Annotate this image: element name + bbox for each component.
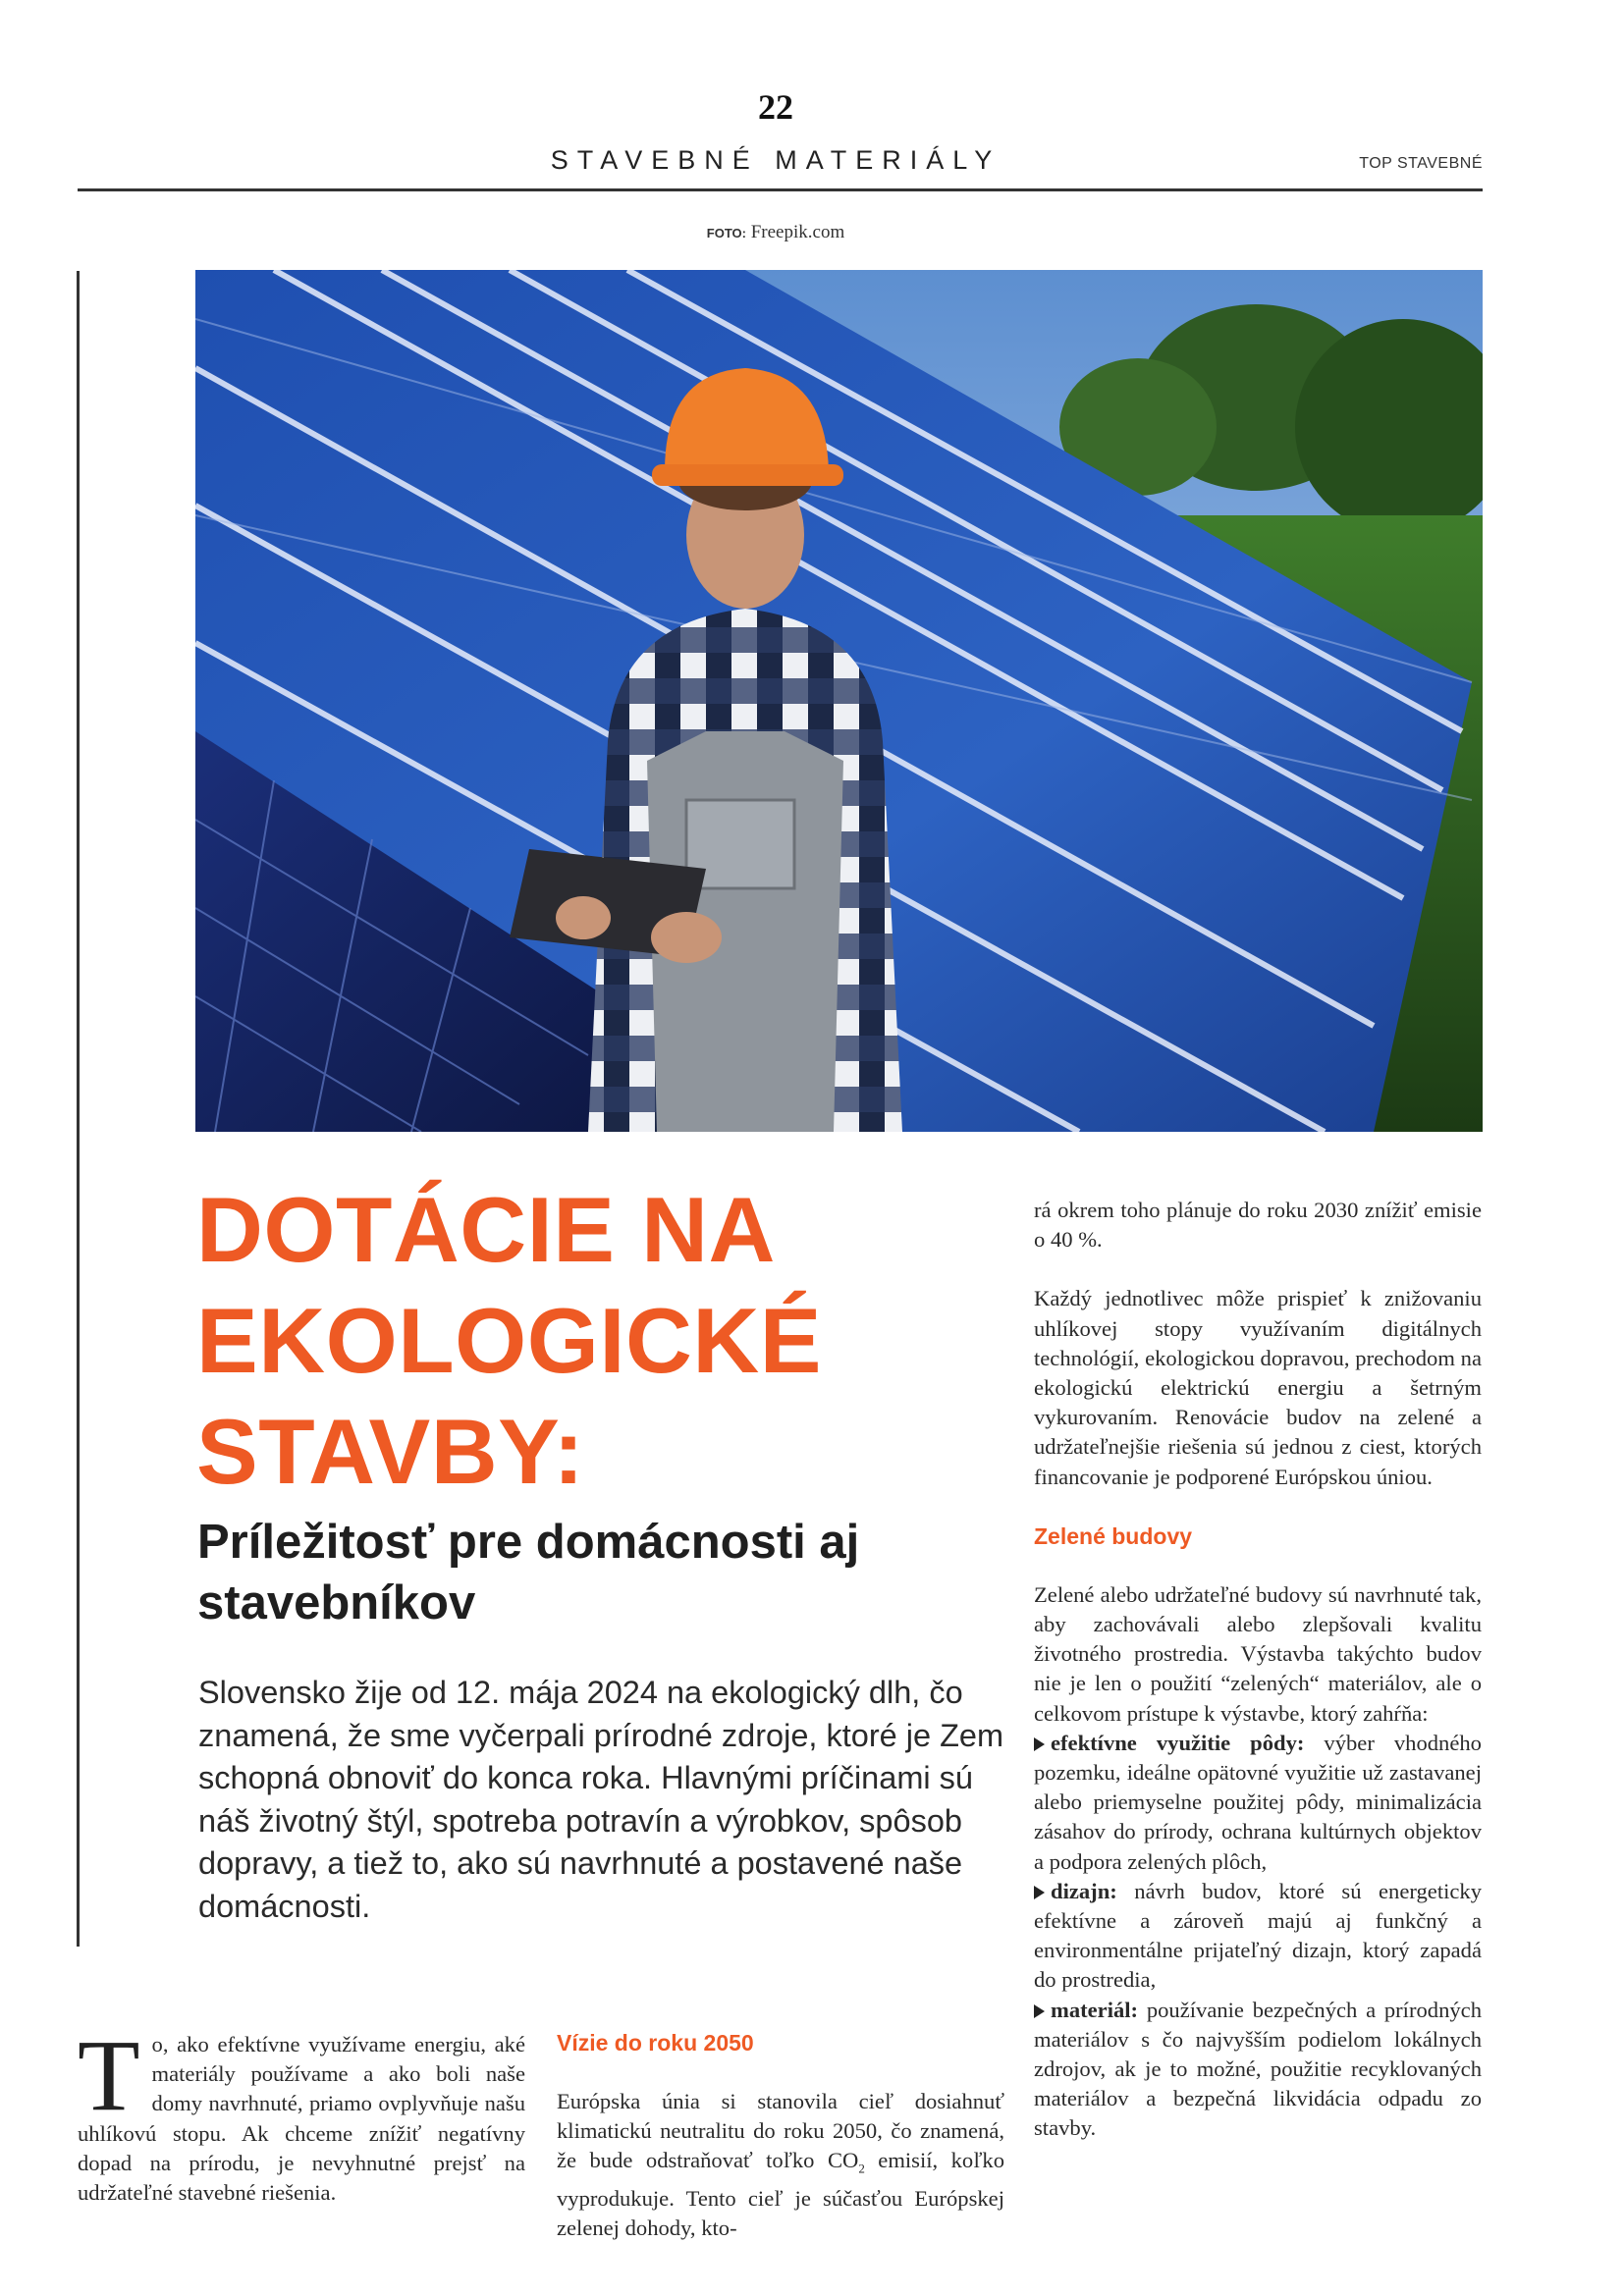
solar-worker-illustration — [195, 270, 1483, 1132]
title-line: DOTÁCIE NA — [196, 1178, 776, 1281]
section-tag: TOP STAVEBNÉ — [1359, 155, 1483, 172]
col3-continuation: rá okrem toho plánuje do roku 2030 znížiť emisie o 40 %. — [1034, 1198, 1482, 1253]
column-1 — [78, 2019, 525, 2208]
co2-subscript: 2 — [858, 2161, 865, 2176]
article-title — [196, 1174, 1001, 1507]
article-subtitle: Príležitosť pre domácnosti aj stavebníkov — [197, 1516, 860, 1629]
bullet-triangle-icon — [1034, 1886, 1045, 1899]
bullet-item — [1034, 1996, 1482, 2144]
col2-text-part: emisií, koľko vyprodukuje. Tento cieľ je súčasťou Európskej zelenej dohody, kto- — [557, 2148, 1005, 2241]
dropcap: T — [78, 2019, 140, 2132]
bullet-triangle-icon — [1034, 1737, 1045, 1751]
col3-paragraph: Zelené alebo udržateľné budovy sú navrhnuté tak, aby zachovávali alebo zlepšovali kvalitu životného prostredia. Výstavba takýchto budov nie je len o použití “zelených“ materiálov, ale o celkovom prístupe k výstavbe, ktorý zahŕňa: — [1034, 1581, 1482, 1726]
photo-credit-label: FOTO: — [706, 226, 746, 240]
title-line: STAVBY: — [196, 1400, 585, 1503]
article-intro: Slovensko žije od 12. mája 2024 na ekologický dlh, čo znamená, že sme vyčerpali prírodné zdroje, ktoré je Zem schopná obnoviť do konca roka. Hlavnými príčinami sú náš životný štýl, spotreba potravín a výrobkov, spôsob dopravy, a tiež to, ako sú navrhnuté a postavené naše domácnosti. — [198, 1675, 1004, 1924]
col1-paragraph: o, ako efektívne využívame energiu, aké materiály používame a ako boli naše domy navrhnuté, priamo ovplyvňuje našu uhlíkovú stopu. Ak chceme znížiť negatívny dopad na prírodu, je nevyhnutné prejsť na udržateľné stavebné riešenia. — [78, 2032, 525, 2206]
page-number: 22 — [758, 87, 793, 127]
col2-text-part: Európska únia si stanovila cieľ dosiahnuť klimatickú neutralitu do roku 2050, čo znamená, že bude odstraňovať toľko CO — [557, 2089, 1004, 2173]
col2-paragraph — [557, 2087, 1004, 2244]
section-title: STAVEBNÉ MATERIÁLY — [550, 145, 1001, 175]
bullet-item — [1034, 1877, 1482, 1996]
photo-credit — [0, 222, 1551, 243]
header-rule — [78, 188, 1483, 191]
bullet-label: dizajn: — [1051, 1878, 1117, 1903]
bullet-text: návrh budov, ktoré sú energeticky efektívne a zároveň majú aj funkčný a environmentálne prijateľný dizajn, ktorý zapadá do prostredia, — [1034, 1878, 1482, 1993]
hero-photo — [195, 270, 1483, 1132]
photo-credit-source: Freepik.com — [750, 222, 845, 242]
bullet-text: výber vhodného pozemku, ideálne opätovné využitie už zastavanej alebo priemyselne použitej pôdy, minimalizácia zásahov do prírody, ochrana kultúrnych objektov a podpora zelených plôch, — [1034, 1730, 1482, 1874]
bullet-triangle-icon — [1034, 2004, 1045, 2018]
section-heading-vision-2050: Vízie do roku 2050 — [557, 2030, 754, 2056]
bullet-item — [1034, 1729, 1482, 1877]
column-2 — [557, 2028, 1004, 2244]
title-line: EKOLOGICKÉ — [196, 1289, 822, 1392]
column-3 — [1034, 1196, 1482, 2144]
bullet-label: materiál: — [1051, 1997, 1139, 2022]
side-rule — [77, 271, 80, 1947]
section-heading-green-buildings: Zelené budovy — [1034, 1522, 1193, 1549]
col3-paragraph: Každý jednotlivec môže prispieť k znižovaniu uhlíkovej stopy využívaním digitálnych technológií, ekologickou dopravou, prechodom na ekologickú elektrickú energiu a šetrným vykurovaním. Renovácie budov na zelené a udržateľnejšie riešenia sú jednou z ciest, ktorých financovanie je podporené Európskou úniou. — [1034, 1286, 1482, 1489]
bullet-label: efektívne využitie pôdy: — [1051, 1730, 1305, 1755]
bullet-text: používanie bezpečných a prírodných materiálov s čo najvyšším podielom lokálnych zdrojov, ak je to možné, použitie recyklovaných materiálov a bezpečná likvidácia odpadu zo stavby. — [1034, 1997, 1482, 2141]
